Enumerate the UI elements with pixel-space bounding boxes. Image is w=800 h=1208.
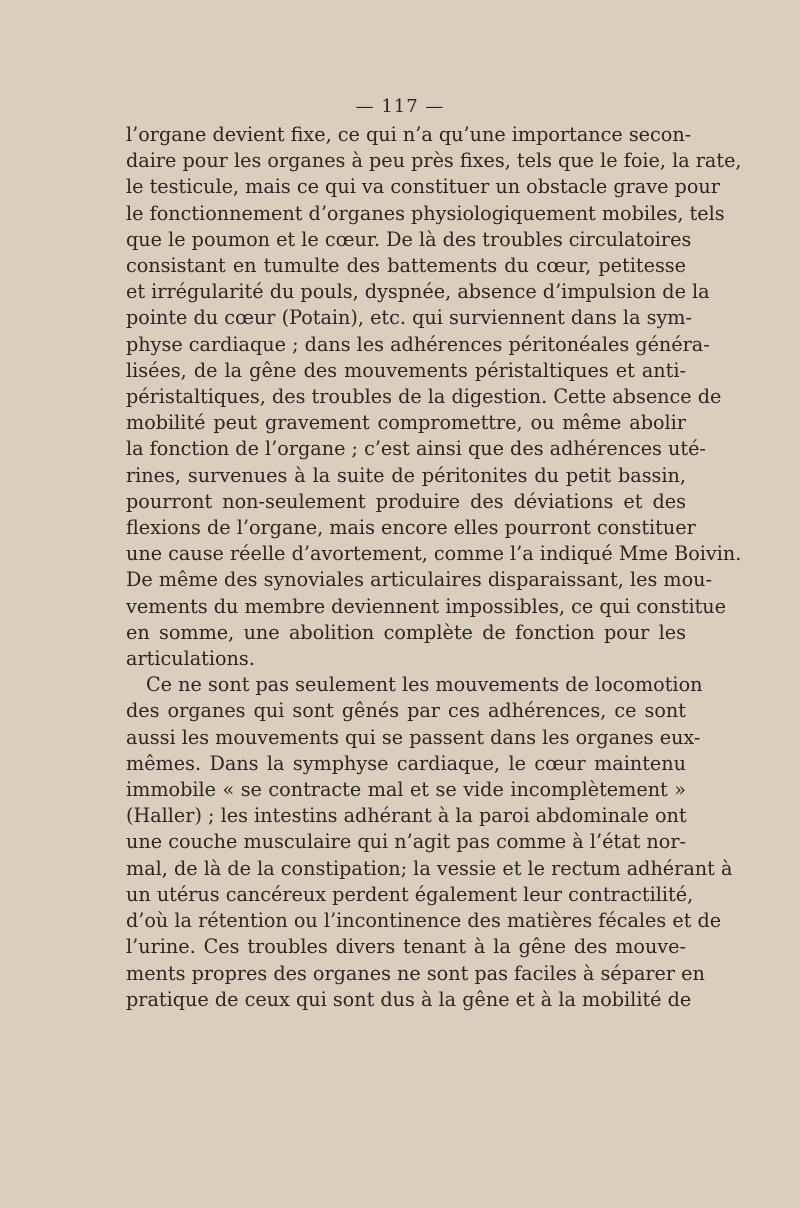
text-line: ments propres des organes ne sont pas faciles à séparer en — [126, 961, 705, 985]
text-line: un utérus cancéreux perdent également leur contractilité, — [126, 882, 694, 906]
text-line: mal, de là de la constipation; la vessie et le rectum adhérant à — [126, 856, 733, 880]
text-line: l’urine. Ces troubles divers tenant à la gêne des mouve- — [126, 935, 686, 959]
text-line: l’organe devient fixe, ce qui n’a qu’une importance secon- — [126, 123, 692, 146]
paragraph — [126, 672, 733, 1013]
text-line: vements du membre deviennent impossibles, ce qui constitue — [126, 594, 727, 618]
text-line: que le poumon et le cœur. De là des troubles circulatoires — [126, 227, 692, 251]
text-line: rines, survenues à la suite de péritonites du petit bassin, — [126, 463, 686, 487]
text-line: et irrégularité du pouls, dyspnée, absence d’impulsion de la — [126, 280, 710, 304]
text-line: (Haller) ; les intestins adhérant à la paroi abdominale ont — [126, 804, 687, 828]
body-text — [126, 122, 742, 1013]
text-line: péristaltiques, des troubles de la digestion. Cette absence de — [126, 385, 722, 409]
text-line: immobile « se contracte mal et se vide incomplètement » — [126, 778, 686, 802]
text-line: une cause réelle d’avortement, comme l’a indiqué Mme Boivin. — [126, 542, 742, 566]
text-line: articulations. — [126, 647, 255, 671]
text-line: la fonction de l’organe ; c’est ainsi que des adhérences uté- — [126, 437, 706, 461]
text-line: une couche musculaire qui n’agit pas comme à l’état nor- — [126, 830, 686, 854]
page-number: — 117 — — [355, 96, 445, 117]
text-line: aussi les mouvements qui se passent dans les organes eux- — [126, 725, 701, 749]
text-line: mêmes. Dans la symphyse cardiaque, le cœur maintenu — [126, 751, 686, 775]
text-line: en somme, une abolition complète de fonction pour les — [126, 620, 686, 644]
text-line: pointe du cœur (Potain), etc. qui surviennent dans la sym- — [126, 306, 692, 330]
text-line: d’où la rétention ou l’incontinence des matières fécales et de — [126, 909, 722, 933]
text-line: mobilité peut gravement compromettre, ou même abolir — [126, 411, 686, 435]
text-line: pratique de ceux qui sont dus à la gêne et à la mobilité de — [126, 987, 692, 1011]
text-line: pourront non-seulement produire des déviations et des — [126, 489, 686, 513]
text-line: flexions de l’organe, mais encore elles pourront constituer — [126, 516, 696, 540]
text-line: consistant en tumulte des battements du cœur, petitesse — [126, 254, 686, 278]
text-line: des organes qui sont gênés par ces adhérences, ce sont — [126, 699, 686, 723]
text-line: Ce ne sont pas seulement les mouvements de locomotion — [146, 673, 703, 697]
text-line: daire pour les organes à peu près fixes, tels que le foie, la rate, — [126, 149, 742, 173]
text-line: le fonctionnement d’organes physiologiquement mobiles, tels — [126, 201, 725, 225]
text-line: physe cardiaque ; dans les adhérences péritonéales généra- — [126, 332, 710, 356]
text-line: De même des synoviales articulaires disparaissant, les mou- — [126, 568, 712, 592]
text-line: lisées, de la gêne des mouvements péristaltiques et anti- — [126, 358, 686, 382]
paragraph — [126, 122, 742, 672]
text-line: le testicule, mais ce qui va constituer un obstacle grave pour — [126, 175, 720, 199]
